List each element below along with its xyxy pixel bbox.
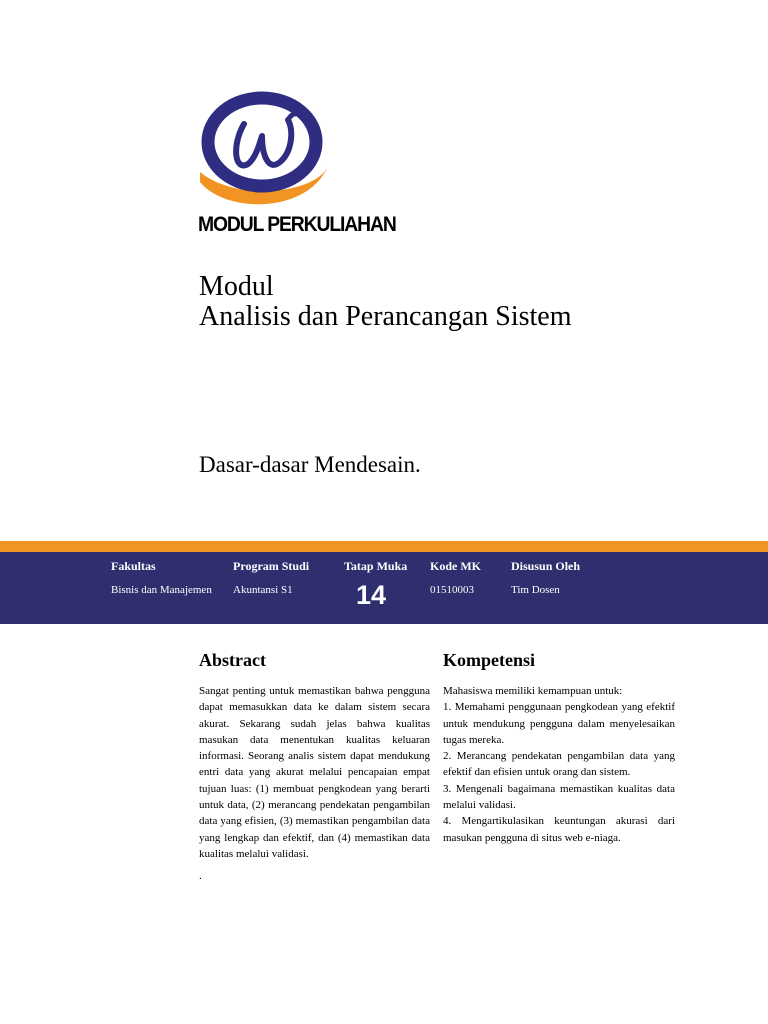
fakultas-label: Fakultas <box>111 559 156 573</box>
tatap-muka-label: Tatap Muka <box>344 559 408 573</box>
kompetensi-item-2: 2. Merancang pendekatan pengambilan data yang efektif dan efisien untuk orang dan sistem. <box>443 750 675 779</box>
abstract-trailing: . <box>199 870 202 883</box>
logo-w-glyph <box>236 120 291 165</box>
kode-mk-value: 01510003 <box>430 584 474 596</box>
abstract-text: Sangat penting untuk memastikan bahwa pengguna dapat memasukkan data ke dalam sistem secara akurat. Sekarang sudah jelas bahwa kualitas masukan data menentukan kualitas keluaran informasi. Seorang analis sistem dapat mendukung entri data yang akurat melalui pencapaian empat tujuan luas: (1) membuat pengkodean yang berarti untuk data, (2) merancang pendekatan pengambilan data yang efisien, (3) memastikan pengambilan data yang lengkap dan efektif, dan (4) memastikan data kualitas melalui validasi. <box>199 685 430 860</box>
kompetensi-heading: Kompetensi <box>443 650 535 670</box>
info-fakultas <box>111 559 212 596</box>
module-subtitle: Dasar-dasar Mendesain. <box>199 452 421 477</box>
disusun-oleh-value: Tim Dosen <box>511 584 560 596</box>
module-title <box>199 272 571 332</box>
tatap-muka-value: 14 <box>356 580 387 610</box>
disusun-oleh-label: Disusun Oleh <box>511 559 581 573</box>
module-kicker: MODUL PERKULIAHAN <box>198 213 396 236</box>
abstract-heading: Abstract <box>199 650 266 670</box>
kompetensi-body <box>443 683 675 846</box>
info-kode-mk <box>430 559 481 596</box>
title-line-2: Analisis dan Perancangan Sistem <box>199 301 572 332</box>
info-tatap-muka <box>344 559 407 574</box>
info-disusun-oleh <box>511 559 580 596</box>
kompetensi-item-3: 3. Mengenali bagaimana memastikan kualitas data melalui validasi. <box>443 782 675 812</box>
program-studi-label: Program Studi <box>233 559 310 573</box>
kompetensi-item-4: 4. Mengartikulasikan keuntungan akurasi dari masukan pengguna di situs web e-niaga. <box>443 815 675 844</box>
fakultas-value: Bisnis dan Manajemen <box>111 584 212 596</box>
abstract-body <box>199 683 430 885</box>
logo-w-tail <box>288 114 302 120</box>
kompetensi-intro: Mahasiswa memiliki kemampuan untuk: <box>443 685 623 697</box>
kode-mk-label: Kode MK <box>430 559 481 573</box>
title-line-1: Modul <box>199 271 274 302</box>
kompetensi-item-1: 1. Memahami penggunaan pengkodean yang efektif untuk mendukung pengguna dalam menyelesaikan tugas mereka. <box>443 701 675 746</box>
university-logo <box>196 90 332 208</box>
program-studi-value: Akuntansi S1 <box>233 584 293 596</box>
info-program-studi <box>233 559 309 596</box>
